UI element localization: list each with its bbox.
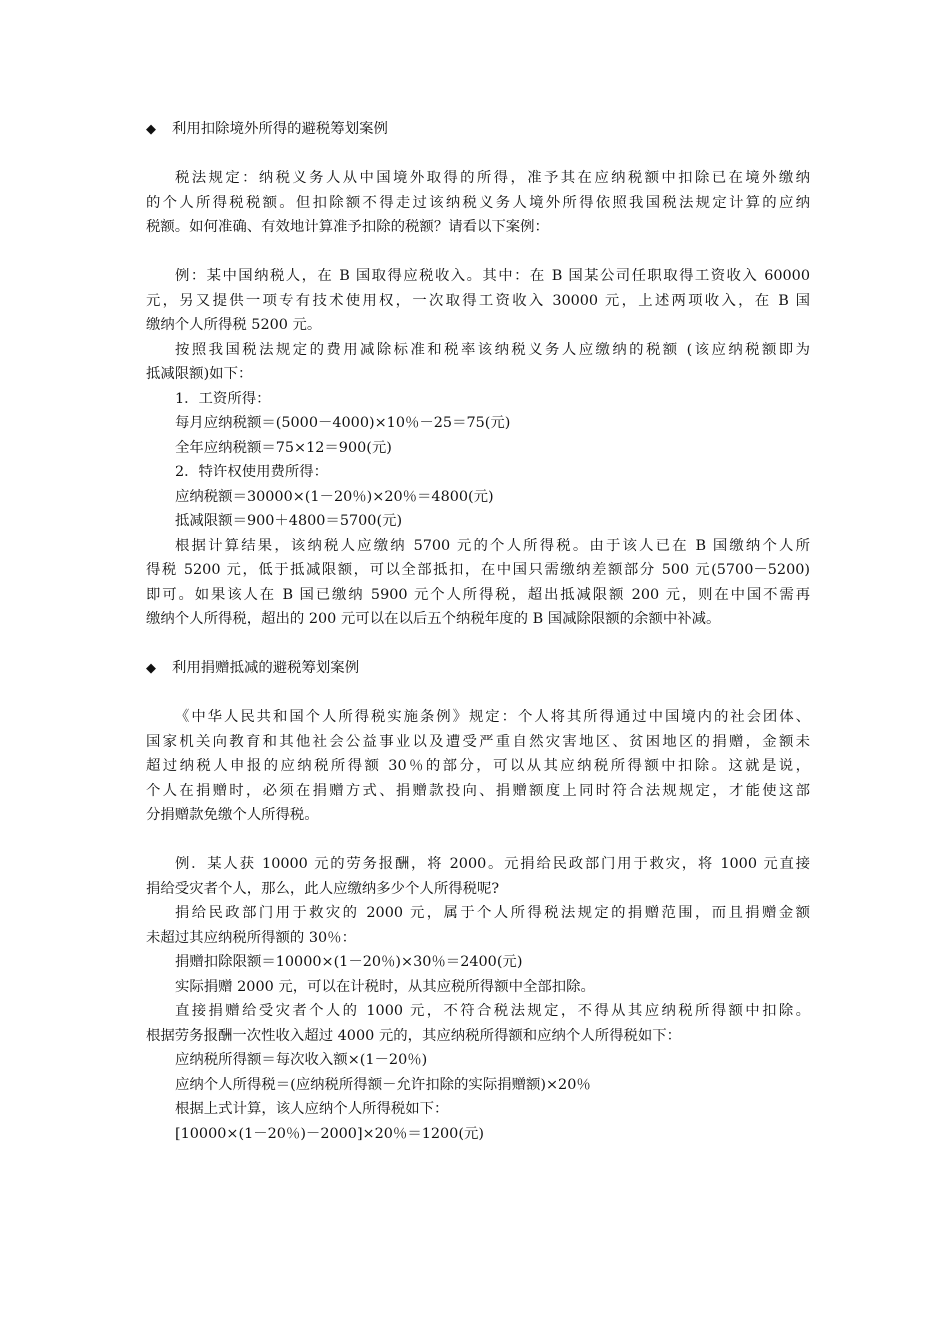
formula-line: [10000×(1－20％)－2000]×20％＝1200(元) <box>175 1125 484 1142</box>
section-heading <box>146 656 810 681</box>
paragraph-line: 例：某中国纳税人，在 B 国取得应税收入。其中：在 B 国某公司任职取得工资收入 60000 <box>175 268 810 284</box>
paragraph-line: 得税 5200 元，低于抵减限额，可以全部抵扣，在中国只需缴纳差额部分 500 元(5700－5200) <box>146 562 810 578</box>
paragraph-line: 根据计算结果，该纳税人应缴纳 5700 元的个人所得税。由于该人已在 B 国缴纳个人所 <box>175 537 810 554</box>
paragraph-line: 税法规定：纳税义务人从中国境外取得的所得，准予其在应纳税额中扣除已在境外缴纳 <box>175 170 810 186</box>
paragraph-line: 捐给受灾者个人，那么，此人应缴纳多少个人所得税呢? <box>146 880 500 897</box>
paragraph-line: 税额。如何准确、有效地计算准予扣除的税额？请看以下案例： <box>146 219 549 235</box>
paragraph-line: 例．某人获 10000 元的劳务报酬，将 2000。元捐给民政部门用于救灾，将 1000 元直接 <box>175 856 810 872</box>
list-item: 1．工资所得： <box>175 390 271 407</box>
formula-line: 每月应纳税额＝(5000－4000)×10％－25＝75(元) <box>175 415 511 431</box>
formula-line: 应纳税所得额＝每次收入额×(1－20％) <box>175 1052 428 1068</box>
paragraph-line: 抵减限额)如下： <box>146 366 253 382</box>
paragraph-line: 的个人所得税税额。但扣除额不得走过该纳税义务人境外所得依照我国税法规定计算的应纳 <box>146 194 810 211</box>
list-item: 2．特许权使用费所得： <box>175 464 329 480</box>
paragraph-line: 捐给民政部门用于救灾的 2000 元，属于个人所得税法规定的捐赠范围，而且捐赠金额 <box>175 905 810 921</box>
diamond-bullet-icon: ◆ <box>146 661 156 676</box>
paragraph-line: 分捐赠款免缴个人所得税。 <box>146 807 319 823</box>
formula-line: 全年应纳税额＝75×12＝900(元) <box>175 439 392 456</box>
paragraph-line: 直接捐赠给受灾者个人的 1000 元，不符合税法规定，不得从其应纳税所得额中扣除。 <box>175 1003 810 1019</box>
paragraph-line: 缴纳个人所得税，超出的 200 元可以在以后五个纳税年度的 B 国减除限额的余额中补减。 <box>146 611 721 627</box>
formula-line: 抵减限额＝900＋4800＝5700(元) <box>175 513 403 529</box>
paragraph-line: 缴纳个人所得税 5200 元。 <box>146 317 322 333</box>
paragraph-line: 未超过其应纳税所得额的 30％： <box>146 929 356 946</box>
paragraph-line: 实际捐赠 2000 元，可以在计税时，从其应税所得额中全部扣除。 <box>175 978 595 995</box>
formula-line: 捐赠扣除限额＝10000×(1－20％)×30％＝2400(元) <box>175 954 523 970</box>
diamond-bullet-icon: ◆ <box>146 122 156 137</box>
paragraph-line: 个人在捐赠时，必须在捐赠方式、捐赠款投向、捐赠额度上同时符合法规规定，才能使这部 <box>146 782 810 799</box>
paragraph-line: 国家机关向教育和其他社会公益事业以及遭受严重自然灾害地区、贫困地区的捐赠，金额未 <box>146 733 810 750</box>
document-body <box>146 117 810 1146</box>
formula-line: 应纳税额＝30000×(1－20％)×20％＝4800(元) <box>175 488 494 505</box>
formula-line: 应纳个人所得税＝(应纳税所得额－允许扣除的实际捐赠额)×20％ <box>175 1076 591 1093</box>
paragraph-line: 超过纳税人申报的应纳税所得额 30％的部分，可以从其应纳税所得额中扣除。这就是说， <box>146 758 810 774</box>
heading-text: 利用扣除境外所得的避税筹划案例 <box>172 121 388 137</box>
paragraph-line: 元，另又提供一项专有技术使用权，一次取得工资收入 30000 元，上述两项收入，在 B 国 <box>146 292 810 309</box>
paragraph-line: 即可。如果该人在 B 国已缴纳 5900 元个人所得税，超出抵减限额 200 元，则在中国不需再 <box>146 586 810 603</box>
paragraph-line: 根据上式计算，该人应纳个人所得税如下： <box>175 1101 449 1117</box>
heading-text: 利用捐赠抵减的避税筹划案例 <box>172 660 360 676</box>
section-heading <box>146 117 810 142</box>
paragraph-line: 《中华人民共和国个人所得税实施条例》规定：个人将其所得通过中国境内的社会团体、 <box>175 709 810 725</box>
paragraph-line: 按照我国税法规定的费用减除标准和税率该纳税义务人应缴纳的税额 (该应纳税额即为 <box>175 341 810 358</box>
paragraph-line: 根据劳务报酬一次性收入超过 4000 元的，其应纳税所得额和应纳个人所得税如下： <box>146 1027 682 1044</box>
